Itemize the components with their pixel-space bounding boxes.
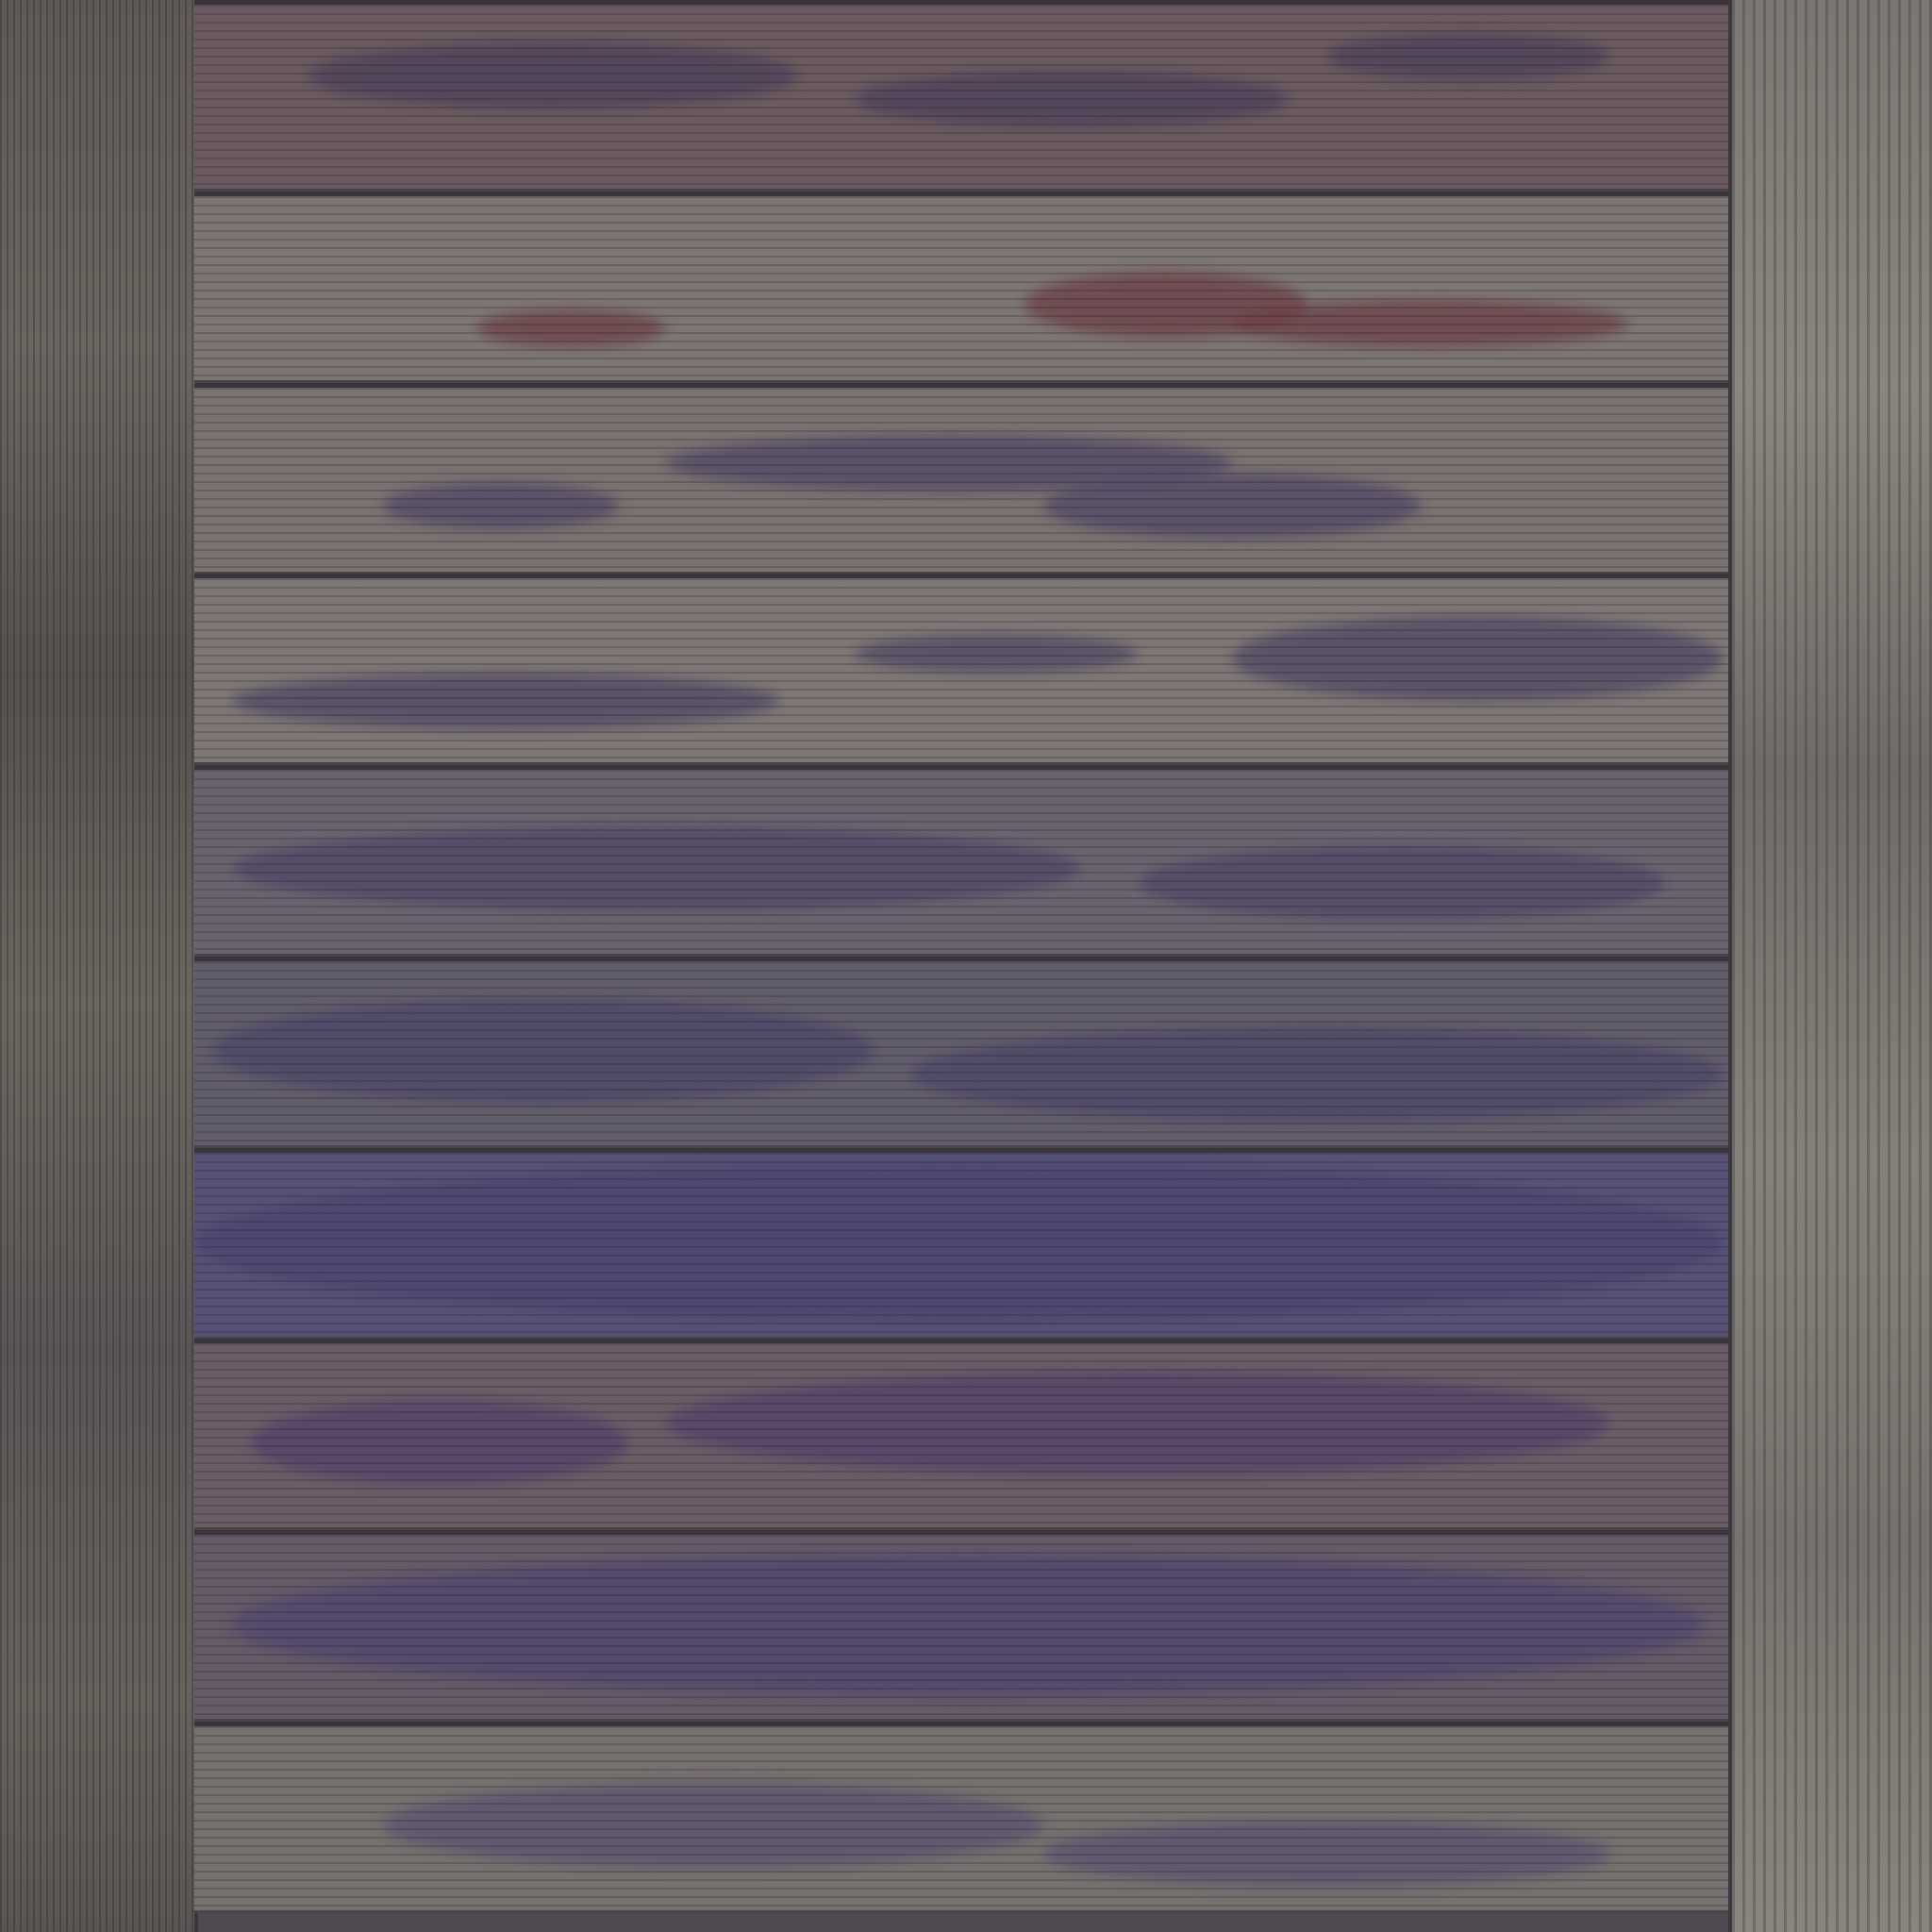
plank-3	[194, 383, 1728, 575]
plank-9	[194, 1530, 1728, 1722]
wood-grain	[194, 578, 1728, 762]
wood-grain	[194, 1343, 1728, 1527]
plank-10	[194, 1722, 1728, 1913]
plank-6	[194, 957, 1728, 1148]
wood-grain	[194, 1153, 1728, 1337]
wood-grain	[194, 196, 1728, 380]
plank-5	[194, 765, 1728, 957]
plank-7	[194, 1148, 1728, 1340]
wood-grain	[194, 388, 1728, 572]
left-vertical-post	[0, 0, 198, 1932]
plank-4	[194, 574, 1728, 765]
plank-1	[194, 0, 1728, 192]
wood-grain	[194, 5, 1728, 189]
wood-grain	[194, 770, 1728, 954]
wood-grain	[194, 961, 1728, 1145]
wood-grain	[194, 1535, 1728, 1719]
wood-grain	[194, 1726, 1728, 1910]
right-vertical-post	[1728, 0, 1932, 1932]
plank-2	[194, 192, 1728, 383]
plank-8	[194, 1339, 1728, 1530]
